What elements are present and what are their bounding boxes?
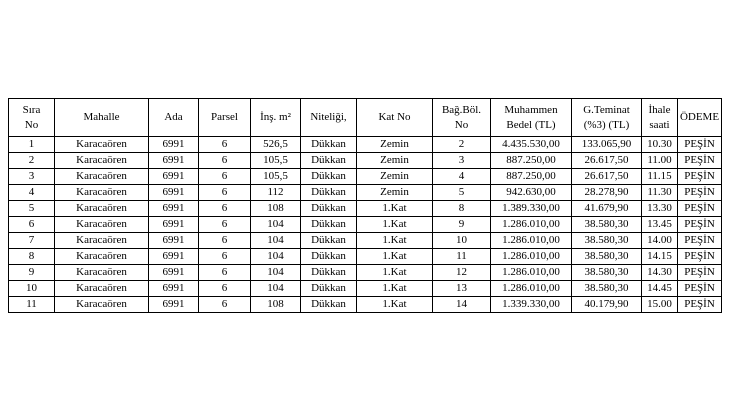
cell-ins-m2: 104 xyxy=(251,281,301,297)
cell-odeme: PEŞİN xyxy=(678,217,722,233)
cell-ihale-saati: 14.15 xyxy=(642,249,678,265)
cell-ihale-saati: 14.30 xyxy=(642,265,678,281)
cell-ihale-saati: 13.45 xyxy=(642,217,678,233)
cell-ada: 6991 xyxy=(149,137,199,153)
header-text-line1: G.Teminat xyxy=(583,103,630,116)
cell-bag-bol-no: 13 xyxy=(433,281,491,297)
cell-muhammen-bedel: 1.339.330,00 xyxy=(491,297,572,313)
cell-muhammen-bedel: 887.250,00 xyxy=(491,153,572,169)
header-text-line2: Bedel (TL) xyxy=(506,118,556,131)
cell-kat-no: Zemin xyxy=(357,185,433,201)
cell-g-teminat: 38.580,30 xyxy=(572,217,642,233)
cell-kat-no: 1.Kat xyxy=(357,249,433,265)
cell-niteligi: Dükkan xyxy=(301,153,357,169)
table-row xyxy=(9,265,722,281)
header-kat-no xyxy=(357,99,433,137)
cell-ins-m2: 108 xyxy=(251,297,301,313)
cell-ins-m2: 112 xyxy=(251,185,301,201)
table-row xyxy=(9,185,722,201)
cell-mahalle: Karacaören xyxy=(55,137,149,153)
cell-muhammen-bedel: 1.286.010,00 xyxy=(491,265,572,281)
cell-sira-no: 9 xyxy=(9,265,55,281)
cell-odeme: PEŞİN xyxy=(678,297,722,313)
cell-kat-no: Zemin xyxy=(357,137,433,153)
cell-ihale-saati: 11.30 xyxy=(642,185,678,201)
header-niteligi xyxy=(301,99,357,137)
cell-ins-m2: 108 xyxy=(251,201,301,217)
cell-ihale-saati: 14.45 xyxy=(642,281,678,297)
header-bag-bol-no xyxy=(433,99,491,137)
cell-mahalle: Karacaören xyxy=(55,201,149,217)
cell-odeme: PEŞİN xyxy=(678,185,722,201)
cell-niteligi: Dükkan xyxy=(301,265,357,281)
cell-ins-m2: 105,5 xyxy=(251,169,301,185)
cell-odeme: PEŞİN xyxy=(678,265,722,281)
cell-bag-bol-no: 4 xyxy=(433,169,491,185)
cell-sira-no: 11 xyxy=(9,297,55,313)
cell-odeme: PEŞİN xyxy=(678,169,722,185)
header-text-line1: Niteliği, xyxy=(310,111,347,123)
cell-kat-no: 1.Kat xyxy=(357,233,433,249)
cell-parsel: 6 xyxy=(199,217,251,233)
header-text-line1: Parsel xyxy=(211,111,238,123)
cell-ada: 6991 xyxy=(149,217,199,233)
cell-g-teminat: 38.580,30 xyxy=(572,249,642,265)
cell-ihale-saati: 11.15 xyxy=(642,169,678,185)
table-body xyxy=(9,137,722,313)
cell-kat-no: Zemin xyxy=(357,153,433,169)
cell-niteligi: Dükkan xyxy=(301,297,357,313)
cell-kat-no: 1.Kat xyxy=(357,281,433,297)
cell-mahalle: Karacaören xyxy=(55,233,149,249)
header-parsel xyxy=(199,99,251,137)
cell-parsel: 6 xyxy=(199,281,251,297)
cell-bag-bol-no: 8 xyxy=(433,201,491,217)
cell-parsel: 6 xyxy=(199,153,251,169)
cell-g-teminat: 41.679,90 xyxy=(572,201,642,217)
cell-mahalle: Karacaören xyxy=(55,169,149,185)
cell-ada: 6991 xyxy=(149,169,199,185)
cell-muhammen-bedel: 1.286.010,00 xyxy=(491,249,572,265)
cell-mahalle: Karacaören xyxy=(55,217,149,233)
cell-sira-no: 7 xyxy=(9,233,55,249)
cell-parsel: 6 xyxy=(199,233,251,249)
cell-niteligi: Dükkan xyxy=(301,217,357,233)
cell-bag-bol-no: 9 xyxy=(433,217,491,233)
cell-odeme: PEŞİN xyxy=(678,153,722,169)
cell-odeme: PEŞİN xyxy=(678,201,722,217)
cell-mahalle: Karacaören xyxy=(55,249,149,265)
cell-niteligi: Dükkan xyxy=(301,233,357,249)
header-ada xyxy=(149,99,199,137)
cell-bag-bol-no: 10 xyxy=(433,233,491,249)
cell-odeme: PEŞİN xyxy=(678,233,722,249)
header-text-line2: No xyxy=(24,118,39,131)
cell-bag-bol-no: 11 xyxy=(433,249,491,265)
cell-bag-bol-no: 3 xyxy=(433,153,491,169)
header-text-line1: Kat No xyxy=(378,111,411,123)
cell-odeme: PEŞİN xyxy=(678,281,722,297)
cell-mahalle: Karacaören xyxy=(55,153,149,169)
cell-g-teminat: 28.278,90 xyxy=(572,185,642,201)
cell-ins-m2: 526,5 xyxy=(251,137,301,153)
cell-muhammen-bedel: 4.435.530,00 xyxy=(491,137,572,153)
cell-ins-m2: 104 xyxy=(251,217,301,233)
cell-g-teminat: 38.580,30 xyxy=(572,233,642,249)
cell-odeme: PEŞİN xyxy=(678,137,722,153)
cell-ada: 6991 xyxy=(149,297,199,313)
cell-muhammen-bedel: 1.389.330,00 xyxy=(491,201,572,217)
header-text-line1: ÖDEME xyxy=(679,111,720,123)
cell-muhammen-bedel: 942.630,00 xyxy=(491,185,572,201)
cell-kat-no: Zemin xyxy=(357,169,433,185)
header-text-line1: İnş. m² xyxy=(260,111,291,123)
cell-muhammen-bedel: 887.250,00 xyxy=(491,169,572,185)
cell-mahalle: Karacaören xyxy=(55,281,149,297)
cell-ihale-saati: 15.00 xyxy=(642,297,678,313)
table-row xyxy=(9,217,722,233)
cell-kat-no: 1.Kat xyxy=(357,201,433,217)
header-ins-m2 xyxy=(251,99,301,137)
cell-ins-m2: 104 xyxy=(251,249,301,265)
cell-ihale-saati: 13.30 xyxy=(642,201,678,217)
cell-muhammen-bedel: 1.286.010,00 xyxy=(491,281,572,297)
table-row xyxy=(9,281,722,297)
cell-ada: 6991 xyxy=(149,249,199,265)
table-row xyxy=(9,169,722,185)
header-sira-no xyxy=(9,99,55,137)
cell-ihale-saati: 11.00 xyxy=(642,153,678,169)
header-odeme xyxy=(678,99,722,137)
table-row xyxy=(9,201,722,217)
cell-sira-no: 1 xyxy=(9,137,55,153)
cell-mahalle: Karacaören xyxy=(55,297,149,313)
cell-g-teminat: 26.617,50 xyxy=(572,169,642,185)
cell-niteligi: Dükkan xyxy=(301,281,357,297)
cell-g-teminat: 38.580,30 xyxy=(572,281,642,297)
header-text-line1: Bağ.Böl. xyxy=(441,103,482,116)
header-text-line1: Ada xyxy=(164,111,183,123)
cell-ada: 6991 xyxy=(149,281,199,297)
header-text-line2: saati xyxy=(649,118,670,131)
cell-ins-m2: 105,5 xyxy=(251,153,301,169)
cell-mahalle: Karacaören xyxy=(55,185,149,201)
header-g-teminat xyxy=(572,99,642,137)
cell-ada: 6991 xyxy=(149,185,199,201)
cell-muhammen-bedel: 1.286.010,00 xyxy=(491,217,572,233)
header-ihale-saati xyxy=(642,99,678,137)
cell-ada: 6991 xyxy=(149,265,199,281)
header-text-line1: Mahalle xyxy=(83,111,120,123)
cell-ins-m2: 104 xyxy=(251,233,301,249)
cell-g-teminat: 38.580,30 xyxy=(572,265,642,281)
cell-sira-no: 2 xyxy=(9,153,55,169)
cell-ada: 6991 xyxy=(149,201,199,217)
cell-parsel: 6 xyxy=(199,297,251,313)
cell-parsel: 6 xyxy=(199,249,251,265)
cell-parsel: 6 xyxy=(199,169,251,185)
cell-ihale-saati: 10.30 xyxy=(642,137,678,153)
cell-kat-no: 1.Kat xyxy=(357,265,433,281)
cell-niteligi: Dükkan xyxy=(301,201,357,217)
table-row xyxy=(9,249,722,265)
cell-muhammen-bedel: 1.286.010,00 xyxy=(491,233,572,249)
cell-parsel: 6 xyxy=(199,185,251,201)
header-text-line2: (%3) (TL) xyxy=(583,118,630,131)
cell-niteligi: Dükkan xyxy=(301,249,357,265)
header-text-line1: İhale xyxy=(648,103,671,116)
cell-ada: 6991 xyxy=(149,153,199,169)
cell-parsel: 6 xyxy=(199,201,251,217)
cell-sira-no: 4 xyxy=(9,185,55,201)
cell-odeme: PEŞİN xyxy=(678,249,722,265)
cell-sira-no: 6 xyxy=(9,217,55,233)
cell-niteligi: Dükkan xyxy=(301,169,357,185)
cell-kat-no: 1.Kat xyxy=(357,297,433,313)
cell-g-teminat: 26.617,50 xyxy=(572,153,642,169)
cell-parsel: 6 xyxy=(199,137,251,153)
cell-bag-bol-no: 2 xyxy=(433,137,491,153)
auction-table xyxy=(8,98,722,313)
cell-g-teminat: 40.179,90 xyxy=(572,297,642,313)
cell-mahalle: Karacaören xyxy=(55,265,149,281)
cell-sira-no: 8 xyxy=(9,249,55,265)
header-text-line1: Muhammen xyxy=(504,103,558,116)
cell-g-teminat: 133.065,90 xyxy=(572,137,642,153)
cell-ins-m2: 104 xyxy=(251,265,301,281)
table-row xyxy=(9,153,722,169)
cell-niteligi: Dükkan xyxy=(301,137,357,153)
cell-ihale-saati: 14.00 xyxy=(642,233,678,249)
header-muhammen-bedel xyxy=(491,99,572,137)
cell-sira-no: 3 xyxy=(9,169,55,185)
header-mahalle xyxy=(55,99,149,137)
cell-ada: 6991 xyxy=(149,233,199,249)
table-row xyxy=(9,233,722,249)
table-row xyxy=(9,137,722,153)
cell-bag-bol-no: 14 xyxy=(433,297,491,313)
table-row xyxy=(9,297,722,313)
cell-sira-no: 10 xyxy=(9,281,55,297)
cell-bag-bol-no: 5 xyxy=(433,185,491,201)
cell-niteligi: Dükkan xyxy=(301,185,357,201)
cell-parsel: 6 xyxy=(199,265,251,281)
header-text-line1: Sıra xyxy=(22,103,41,116)
cell-sira-no: 5 xyxy=(9,201,55,217)
cell-kat-no: 1.Kat xyxy=(357,217,433,233)
cell-bag-bol-no: 12 xyxy=(433,265,491,281)
header-text-line2: No xyxy=(454,118,469,131)
header-row xyxy=(9,99,722,137)
